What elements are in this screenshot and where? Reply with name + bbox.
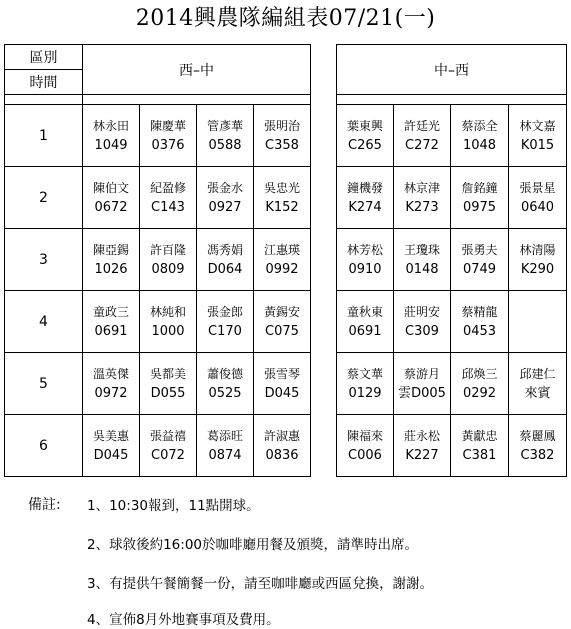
player-cell — [83, 353, 140, 415]
member-code: 0749 — [462, 261, 497, 277]
column-gap — [311, 105, 337, 167]
player-name: 張益禧 — [149, 428, 186, 443]
player-name: 吳美惠 — [92, 428, 129, 443]
player-name: 林文嘉 — [519, 118, 556, 133]
player-name: 王瓊珠 — [403, 242, 440, 257]
spacer-cell — [337, 95, 567, 105]
member-code: 0453 — [462, 323, 497, 339]
member-code: 0691 — [94, 323, 128, 339]
player-cell — [509, 353, 567, 415]
member-code: C143 — [151, 199, 185, 215]
member-code: 0691 — [348, 323, 382, 339]
player-cell — [197, 105, 254, 167]
player-cell — [451, 353, 509, 415]
player-name: 邱建仁 — [519, 366, 556, 381]
player-name: 吳都美 — [149, 366, 186, 381]
group-row — [5, 229, 567, 291]
spacer-row — [5, 95, 567, 105]
player-cell — [394, 291, 451, 353]
player-cell — [509, 291, 567, 353]
player-cell — [254, 353, 311, 415]
player-cell — [197, 353, 254, 415]
player-cell — [509, 167, 567, 229]
player-name: 邱煥三 — [461, 366, 498, 381]
player-name: 童秋東 — [346, 304, 383, 319]
member-code: C170 — [208, 323, 242, 339]
player-name: 張雪琴 — [263, 366, 300, 381]
member-code: 0672 — [94, 199, 128, 215]
time-label: 時間 — [5, 70, 83, 95]
player-name: 林清陽 — [519, 242, 556, 257]
player-name: 蔡游月 — [403, 366, 440, 381]
note-item: 1、10:30報到，11點開球。 — [87, 498, 260, 514]
member-code: 1048 — [462, 137, 497, 153]
group-row — [5, 291, 567, 353]
group-number: 1 — [5, 105, 83, 167]
player-name: 張景星 — [519, 180, 556, 195]
member-code: K273 — [405, 199, 439, 215]
player-cell — [509, 415, 567, 477]
member-code: 0525 — [208, 385, 242, 401]
group-row — [5, 105, 567, 167]
player-cell — [197, 291, 254, 353]
column-gap — [311, 353, 337, 415]
member-code: 0874 — [208, 447, 242, 463]
player-name: 張勇夫 — [461, 242, 498, 257]
player-cell — [509, 229, 567, 291]
player-name: 蔡精龍 — [461, 304, 498, 319]
player-cell — [451, 105, 509, 167]
member-code: D064 — [207, 261, 243, 277]
player-name: 林永田 — [92, 118, 129, 133]
member-code: C075 — [265, 323, 299, 339]
player-name: 黃錫安 — [263, 304, 300, 319]
player-name: 莊永松 — [403, 428, 440, 443]
player-cell — [140, 229, 197, 291]
group-row — [5, 353, 567, 415]
member-code: 0927 — [208, 199, 242, 215]
player-cell — [337, 167, 394, 229]
group-number: 3 — [5, 229, 83, 291]
player-cell — [394, 229, 451, 291]
spacer-cell — [83, 95, 311, 105]
group-row — [5, 415, 567, 477]
player-cell — [83, 105, 140, 167]
player-cell — [83, 229, 140, 291]
player-name: 許百隆 — [149, 242, 186, 257]
note-item: 4、宣佈8月外地賽事項及費用。 — [87, 612, 280, 628]
player-cell — [254, 291, 311, 353]
player-name: 蔡麗鳳 — [519, 428, 556, 443]
player-cell — [451, 229, 509, 291]
player-cell — [394, 167, 451, 229]
player-name: 許廷光 — [403, 118, 440, 133]
member-code: 0148 — [405, 261, 439, 277]
player-name: 林京津 — [403, 180, 440, 195]
player-name: 陳伯文 — [92, 180, 129, 195]
player-cell — [197, 415, 254, 477]
member-code: 來賓 — [524, 385, 551, 401]
member-code: 0975 — [462, 199, 497, 215]
player-cell — [451, 291, 509, 353]
member-code: 0992 — [265, 261, 299, 277]
player-cell — [394, 353, 451, 415]
column-gap — [311, 167, 337, 229]
member-code: C072 — [151, 447, 185, 463]
player-name: 張金水 — [206, 180, 243, 195]
header-row-area — [5, 45, 567, 70]
member-code: 0376 — [151, 137, 185, 153]
player-cell — [140, 353, 197, 415]
player-cell — [394, 415, 451, 477]
group-number: 6 — [5, 415, 83, 477]
group-number: 5 — [5, 353, 83, 415]
member-code: K015 — [520, 137, 555, 153]
member-code: K274 — [348, 199, 382, 215]
player-name: 葉東興 — [346, 118, 383, 133]
member-code: 0836 — [265, 447, 299, 463]
group-number: 4 — [5, 291, 83, 353]
member-code: C382 — [520, 447, 555, 463]
player-cell — [254, 415, 311, 477]
player-name: 紀盈修 — [149, 180, 186, 195]
player-cell — [254, 167, 311, 229]
player-cell — [509, 105, 567, 167]
player-name: 陳亞錫 — [92, 242, 129, 257]
player-name: 詹銘鐘 — [461, 180, 498, 195]
player-name: 管彥華 — [206, 118, 243, 133]
player-name: 葛添旺 — [206, 428, 243, 443]
member-code: C381 — [462, 447, 497, 463]
member-code: D045 — [264, 385, 300, 401]
player-name: 張明治 — [263, 118, 300, 133]
player-name: 童政三 — [92, 304, 129, 319]
player-cell — [83, 415, 140, 477]
player-name: 吳忠光 — [263, 180, 300, 195]
column-gap — [311, 415, 337, 477]
player-name: 陳福來 — [346, 428, 383, 443]
column-gap — [311, 229, 337, 291]
member-code: 0292 — [462, 385, 497, 401]
area-label: 區別 — [5, 45, 83, 70]
column-gap — [311, 291, 337, 353]
player-name: 許淑惠 — [263, 428, 300, 443]
player-cell — [140, 291, 197, 353]
member-code: 0972 — [94, 385, 128, 401]
player-cell — [337, 291, 394, 353]
player-name: 陳慶華 — [149, 118, 186, 133]
group-row — [5, 167, 567, 229]
note-item: 3、有提供午餐簡餐一份，請至咖啡廳或西區兌換，謝謝。 — [87, 576, 434, 592]
member-code: C272 — [405, 137, 439, 153]
zone-center-header: 中–西 — [337, 45, 567, 95]
player-cell — [451, 167, 509, 229]
member-code: 0910 — [348, 261, 382, 277]
player-name: 莊明安 — [403, 304, 440, 319]
member-code: K152 — [265, 199, 299, 215]
member-code: 1000 — [151, 323, 185, 339]
player-name: 林芳松 — [346, 242, 383, 257]
spacer-cell — [5, 95, 83, 105]
zone-west-header: 西–中 — [83, 45, 311, 95]
member-code: D045 — [93, 447, 129, 463]
member-code: 0588 — [208, 137, 242, 153]
player-name: 蕭俊德 — [206, 366, 243, 381]
member-code: 0129 — [348, 385, 382, 401]
player-cell — [140, 167, 197, 229]
member-code: K290 — [520, 261, 555, 277]
member-code: C309 — [405, 323, 439, 339]
player-name: 溫英傑 — [92, 366, 129, 381]
player-cell — [337, 105, 394, 167]
member-code: K227 — [405, 447, 439, 463]
grouping-table — [4, 44, 567, 477]
player-cell — [254, 229, 311, 291]
player-cell — [83, 291, 140, 353]
note-item: 2、球敘後約16:00於咖啡廳用餐及頒獎，請準時出席。 — [87, 537, 418, 553]
player-name: 黃獻忠 — [461, 428, 498, 443]
member-code: D055 — [150, 385, 186, 401]
player-name: 張金郎 — [206, 304, 243, 319]
player-name: 蔡添全 — [461, 118, 498, 133]
column-gap — [311, 95, 337, 105]
player-cell — [83, 167, 140, 229]
page-title: 2014興農隊編組表07/21(一) — [135, 6, 436, 31]
player-cell — [197, 229, 254, 291]
player-name: 馮秀娟 — [206, 242, 243, 257]
member-code: 1026 — [94, 261, 128, 277]
player-cell — [337, 229, 394, 291]
player-cell — [337, 415, 394, 477]
player-cell — [451, 415, 509, 477]
member-code: C006 — [348, 447, 382, 463]
group-number: 2 — [5, 167, 83, 229]
player-name: 蔡文華 — [346, 366, 383, 381]
member-code: 雲D005 — [398, 385, 446, 401]
player-name: 江惠瑛 — [263, 242, 300, 257]
player-name: 林純和 — [149, 304, 186, 319]
member-code: 1049 — [94, 137, 128, 153]
player-cell — [197, 167, 254, 229]
player-cell — [337, 353, 394, 415]
player-cell — [254, 105, 311, 167]
notes-label: 備註: — [28, 497, 61, 513]
member-code: C265 — [348, 137, 382, 153]
player-cell — [140, 105, 197, 167]
player-cell — [140, 415, 197, 477]
player-name: 鐘機發 — [346, 180, 383, 195]
column-gap — [311, 45, 337, 95]
player-cell — [394, 105, 451, 167]
member-code: C358 — [265, 137, 299, 153]
member-code: 0809 — [151, 261, 185, 277]
member-code: 0640 — [520, 199, 555, 215]
